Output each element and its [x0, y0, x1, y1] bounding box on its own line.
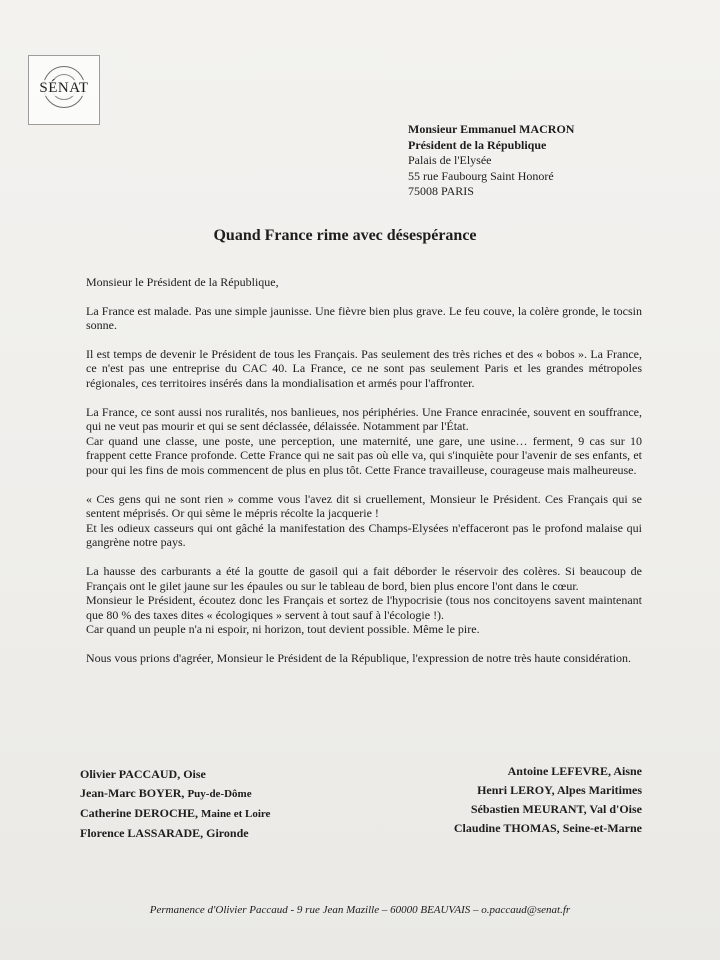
letter-title: Quand France rime avec désespérance — [213, 227, 477, 244]
signatory — [80, 784, 380, 804]
signatory — [80, 765, 380, 784]
paragraph-text: Car quand un peuple n'a ni espoir, ni horizon, tout devient possible. Même le pire. — [86, 622, 480, 637]
closing-paragraph — [86, 651, 642, 666]
signatory — [80, 804, 380, 824]
paragraph — [86, 492, 642, 550]
paragraph-text: « Ces gens qui ne sont rien » comme vous l'avez dit si cruellement, Monsieur le Président. Ces Français qui se sentent méprisés. Or qui sème le mépris récolte la jacquerie ! — [86, 491, 642, 521]
signatory-name: Olivier PACCAUD, — [80, 767, 181, 781]
recipient-address-line: 55 rue Faubourg Saint Honoré — [408, 168, 554, 183]
paragraph — [86, 304, 642, 333]
signatory-name: Florence LASSARADE, — [80, 826, 204, 840]
signatory-department: Seine-et-Marne — [562, 821, 642, 835]
signatory-name: Antoine LEFEVRE, — [507, 764, 611, 778]
signatory — [80, 824, 380, 843]
paragraph-text: La France est malade. Pas une simple jaunisse. Une fièvre bien plus grave. Le feu couve, la colère gronde, le tocsin sonne. — [86, 303, 642, 333]
signatory-department: Maine et Loire — [201, 808, 271, 820]
recipient-address — [408, 122, 708, 200]
signatory-department: Gironde — [206, 826, 249, 840]
paragraph-text: Car quand une classe, une poste, une perception, une maternité, une gare, une usine… ferment, 9 cas sur 10 frappent cette France profonde. Cette France qui ne sait pas où elle va, qui s'inquiète pour l'avenir de ses enfants, et pour qui les fins de mois commencent de plus en plus tôt. Cette France travailleuse, courageuse mais malheureuse. — [86, 433, 642, 477]
recipient-address-line: 75008 PARIS — [408, 184, 474, 198]
logo-text: SÉNAT — [29, 80, 99, 96]
signatory — [342, 781, 642, 800]
signatory — [342, 762, 642, 781]
signatories-right — [342, 762, 642, 838]
signatory — [342, 819, 642, 838]
recipient-title: Président de la République — [408, 137, 547, 152]
signatory — [342, 800, 642, 819]
paragraph-text: La hausse des carburants a été la goutte de gasoil qui a fait déborder le réservoir des colères. Si beaucoup de Français ont le gilet jaune sur les épaules ou sur le tableau de bord, bien plus encore l'ont dans le cœur. — [86, 563, 642, 593]
recipient-address-line: Palais de l'Elysée — [408, 153, 492, 167]
paragraph — [86, 405, 642, 478]
signatory-department: Oise — [183, 767, 206, 781]
paragraph-text: La France, ce sont aussi nos ruralités, nos banlieues, nos périphéries. Une France enracinée, souvent en souffrance, qui ne veut pas mourir et qui se sent déclassée, délaissée. Notamment par l'État. — [86, 404, 642, 434]
signatory-name: Henri LEROY, — [477, 783, 555, 797]
signatory-name: Sébastien MEURANT, — [470, 802, 587, 816]
senat-logo — [28, 55, 100, 125]
signatories-left — [80, 765, 380, 843]
signatory-name: Jean-Marc BOYER, — [80, 786, 185, 800]
paragraph-text: Nous vous prions d'agréer, Monsieur le Président de la République, l'expression de notre très haute considération. — [86, 650, 632, 665]
signatory-name: Claudine THOMAS, — [453, 821, 560, 835]
paragraph-text: Et les odieux casseurs qui ont gâché la manifestation des Champs-Elysées n'effaceront pas le profond malaise qui gangrène notre pays. — [86, 520, 642, 550]
paragraph — [86, 347, 642, 391]
signatory-department: Alpes Maritimes — [557, 783, 642, 797]
paragraph — [86, 564, 642, 637]
signatory-department: Puy-de-Dôme — [187, 788, 252, 800]
footer-address: Permanence d'Olivier Paccaud - 9 rue Jean Mazille – 60000 BEAUVAIS – o.paccaud@senat.fr — [149, 904, 571, 916]
salutation: Monsieur le Président de la République, — [86, 275, 279, 289]
letter-body — [86, 275, 642, 679]
recipient-name: Monsieur Emmanuel MACRON — [408, 122, 575, 136]
paragraph-text: Monsieur le Président, écoutez donc les Français et sortez de l'hypocrisie (tous nos concitoyens savent maintenant que 80 % des taxes dites « écologiques » servent à tout sauf à l'écologie !). — [86, 593, 642, 622]
signatory-department: Val d'Oise — [589, 802, 642, 816]
paragraph-text: Il est temps de devenir le Président de tous les Français. Pas seulement des très riches et des « bobos ». La France, ce n'est pas une entreprise du CAC 40. La France, ce ne sont pas seulement Paris et les grandes métropoles régionales, ces territoires insérés dans la mondialisation et armés pour l'affronter. — [86, 346, 642, 390]
signatory-department: Aisne — [613, 764, 642, 778]
signatory-name: Catherine DEROCHE, — [80, 806, 198, 820]
